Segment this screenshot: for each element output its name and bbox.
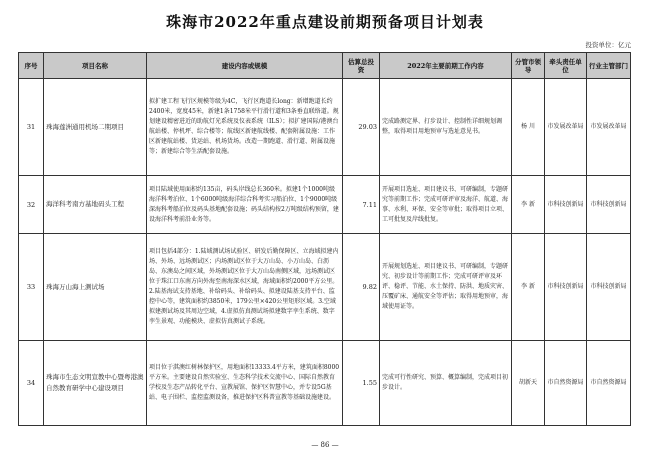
investment-unit-note: 投资单位：亿元 <box>585 41 631 49</box>
row-work: 完成可行性研究、预算、概算编制，完成项目初步设计。 <box>380 341 512 426</box>
row-seq: 31 <box>19 79 44 176</box>
row-leader: 李 新 <box>512 234 545 341</box>
row-content: 项目包括4部分：1.陆域测试场试验区、研发后勤保障区、立海域拟建内场、外场、远场测试区；内场测试区位于大万山岛、小万山岛、白沥岛、东澳岛之间区域，外场测试区位于大万山岛南侧区域，远场测试区位于珠江口东南方向外海至南海深水区域，海域面积约2000平方公里。2.陆基海试支持基地、补给码头、补给码头、拟建设陆基支持平台、监控中心等，建筑面积约3850米，179公里×420公里矩形区域。3.空域拟建测试场及其周边空域，4.虚拟仿真测试场拟建数字孪生系统、数字孪生景观、功能模块、虚拟仿真测试子系统。 <box>147 234 343 341</box>
table-row <box>19 341 631 426</box>
row-lead-unit: 市科技创新局 <box>545 176 587 234</box>
row-leader: 杨 川 <box>512 79 545 176</box>
row-lead-unit: 市科技创新局 <box>545 234 587 341</box>
page-number: — 86 — <box>311 441 339 449</box>
row-invest: 7.11 <box>343 176 380 234</box>
row-project-name: 珠海市生态文明宣教中心暨粤港澳自然教育研学中心建设项目 <box>44 341 147 426</box>
row-seq: 32 <box>19 176 44 234</box>
table-row <box>19 176 631 234</box>
header-dept: 行业主管部门 <box>587 53 631 79</box>
row-content: 项目陆域使用面积约135亩，码头岸线总长360米。拟建1个1000吨级海洋科考泊位、1个6000吨级海洋综合科考实习船泊位、1个9000吨级深海科考船泊位及码头基地配套设施；码头结构按2万吨级结构预留，建设海洋科考前沿业务等。 <box>147 176 343 234</box>
row-work: 完成路测定界、打步设计、控制性详细规划调整，取得项目用地预审与选址意见书。 <box>380 79 512 176</box>
table-header-row <box>19 53 631 79</box>
header-content: 建设内容或规模 <box>147 53 343 79</box>
document-title: 珠海市2022年重点建设前期预备项目计划表 <box>166 13 484 31</box>
row-lead-unit: 市发展改革局 <box>545 79 587 176</box>
table-row <box>19 79 631 176</box>
row-work: 开展规划选址、项目建议书、可研编制，专题研究、初步设计等前期工作；完成可研评审及环评、稳评、节能、水土保持、防洪、地质灾害、压覆矿床、通航安全等评估；取得用地预审，海域使用证等。 <box>380 234 512 341</box>
row-dept: 市科技创新局 <box>587 234 631 341</box>
project-plan-table <box>18 52 631 426</box>
header-unit: 牵头责任单位 <box>545 53 587 79</box>
row-work: 开展项目选址、项目建议书、可研编制，专题研究等前期工作；完成可研评审及海洋、航道、海事、水利、环保、安全等审批；取得项目立项、工可批复及岸线批复。 <box>380 176 512 234</box>
table-row <box>19 234 631 341</box>
row-invest: 1.55 <box>343 341 380 426</box>
row-project-name: 珠海莲洲通用机场二期项目 <box>44 79 147 176</box>
row-lead-unit: 市自然资源局 <box>545 341 587 426</box>
header-seq: 序号 <box>19 53 44 79</box>
row-content: 拟扩建工程飞行区规模等级为4C，飞行区跑道长long：新增跑道长约2400米，宽度45米，新建1条1758米平行滑行道和3条垂直联络道。规划建设精密进近的助航灯光系统及仪表系统（ILS）；拟扩建国际/港澳台航站楼、停机坪、综合楼等；航线区新建航线楼、配套附属设施：工作区新建航站楼、货运站、机场货场。改造一期跑道、滑行道、附属设施等；新建综合等生活配套设施。 <box>147 79 343 176</box>
row-project-name: 海洋科考南方基地码头工程 <box>44 176 147 234</box>
row-seq: 34 <box>19 341 44 426</box>
header-work: 2022年主要前期工作内容 <box>380 53 512 79</box>
row-dept: 市自然资源局 <box>587 341 631 426</box>
row-dept: 市科技创新局 <box>587 176 631 234</box>
row-project-name: 珠海万山海上测试场 <box>44 234 147 341</box>
row-invest: 29.03 <box>343 79 380 176</box>
header-invest: 估算总投资 <box>343 53 380 79</box>
row-leader: 胡新天 <box>512 341 545 426</box>
row-dept: 市发展改革局 <box>587 79 631 176</box>
header-leader: 分管市领导 <box>512 53 545 79</box>
row-leader: 李 新 <box>512 176 545 234</box>
row-seq: 33 <box>19 234 44 341</box>
row-content: 项目位于淇澳红树林保护区，用地面积13333.4平方米，建筑面积8000平方米。主要建设自然实验室、生态科学技术交流中心、国际自然教育学校及生态产品转化平台、宣教展馆、保护区智慧中心，并专设5G基站、电子围栏、监控监测设备，推进保护区科普宣教等基础设施建设。 <box>147 341 343 426</box>
header-name: 项目名称 <box>44 53 147 79</box>
row-invest: 9.82 <box>343 234 380 341</box>
